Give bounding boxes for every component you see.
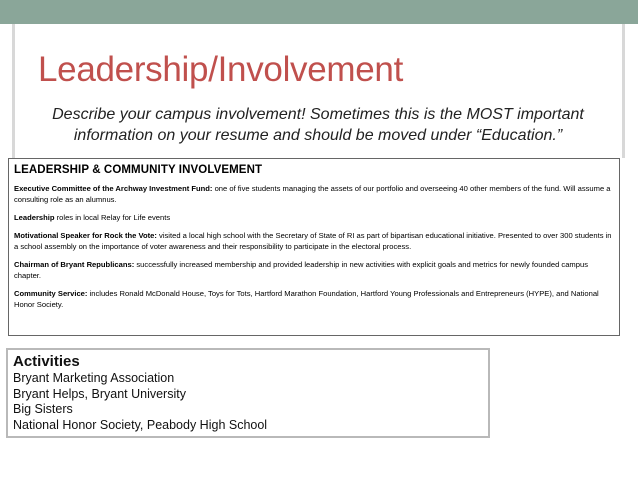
resume-entry-label: Motivational Speaker for Rock the Vote: — [14, 231, 157, 240]
resume-entry-text: visited a local high school with the Secretary of State of RI as part of bipartisan educational initiative. Presented to over 300 students in a school assembly on the importance of voter awareness and their responsibility to participate in the electoral process. — [14, 231, 612, 251]
resume-entry-republicans — [14, 259, 615, 281]
resume-entry-rock-the-vote — [14, 230, 615, 252]
resume-entry-text: successfully increased membership and provided leadership in new activities with explicit goals and metrics for newly founded campus chapter. — [14, 260, 589, 280]
right-divider — [622, 24, 625, 158]
list-item: Bryant Marketing Association — [13, 371, 175, 385]
resume-excerpt-box — [8, 158, 620, 336]
resume-entry-label: Executive Committee of the Archway Investment Fund: — [14, 184, 213, 193]
resume-entry-label: Community Service: — [14, 289, 88, 298]
slide-title: Leadership/Involvement — [38, 50, 404, 89]
resume-entry-label: Chairman of Bryant Republicans: — [14, 260, 135, 269]
slide-subtitle: Describe your campus involvement! Sometimes this is the MOST important information on your resume and should be moved under “Education.” — [52, 106, 584, 144]
top-accent-bar — [0, 0, 638, 24]
resume-entry-relay — [14, 212, 615, 223]
activities-heading: Activities — [13, 353, 80, 370]
activities-box — [6, 348, 490, 438]
resume-entry-text: includes Ronald McDonald House, Toys for Tots, Hartford Marathon Foundation, Hartford Young Professionals and Entrepreneurs (HYPE), and National Honor Society. — [14, 289, 599, 309]
resume-entry-text: roles in local Relay for Life events — [54, 213, 171, 222]
list-item: National Honor Society, Peabody High School — [13, 417, 268, 432]
activities-list — [13, 371, 482, 433]
resume-entry-archway — [14, 183, 615, 205]
list-item: Big Sisters — [13, 402, 73, 416]
resume-entry-text: one of five students managing the assets of our portfolio and overseeing 40 other members of the fund. Will assume a consulting role as an alumnus. — [14, 184, 611, 204]
list-item: Bryant Helps, Bryant University — [13, 386, 186, 401]
resume-entry-community-service — [14, 288, 615, 310]
left-divider — [12, 24, 15, 158]
resume-entry-label: Leadership — [14, 213, 55, 222]
resume-section-heading: LEADERSHIP & COMMUNITY INVOLVEMENT — [14, 164, 263, 176]
